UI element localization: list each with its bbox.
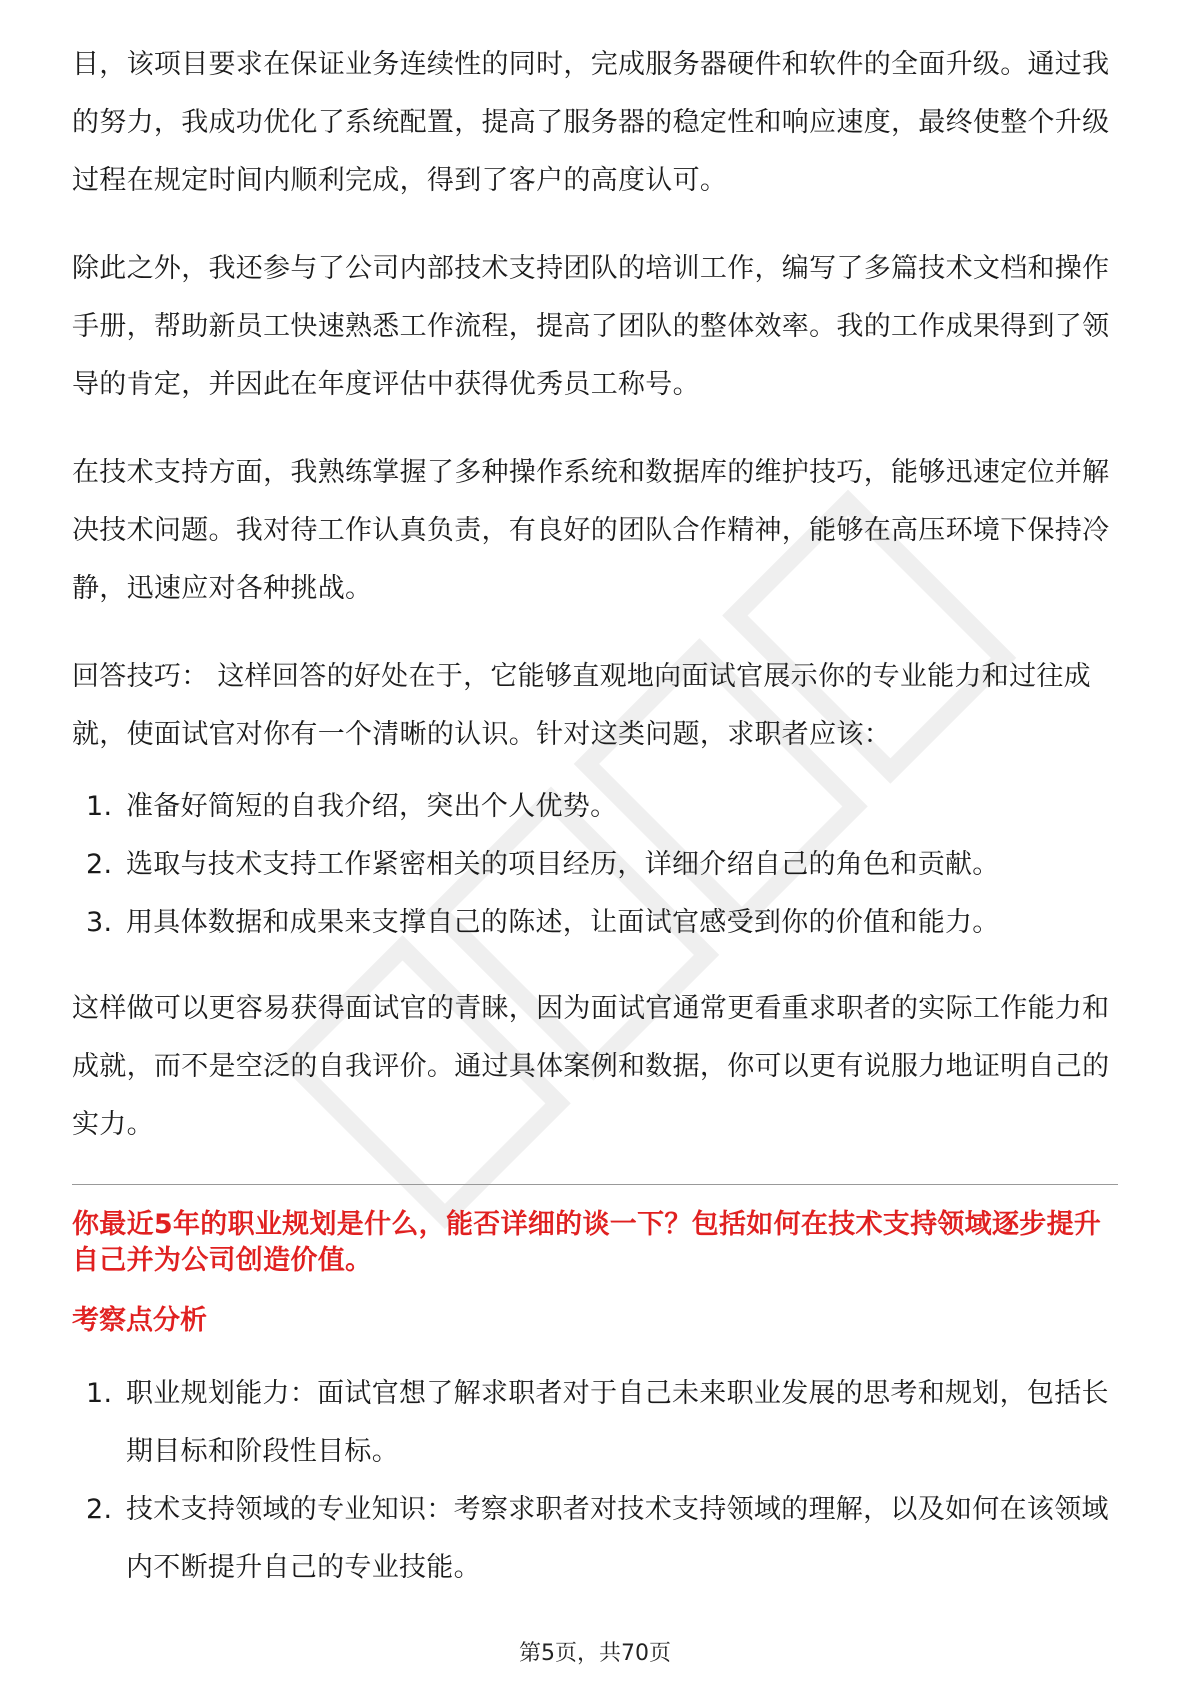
paragraph-training: 除此之外，我还参与了公司内部技术支持团队的培训工作，编写了多篇技术文档和操作手册，帮助新员工快速熟悉工作流程，提高了团队的整体效率。我的工作成果得到了领导的肯定，并因此在年度评估中获得优秀员工称号。 (72, 253, 1110, 400)
list-item: 1. 准备好简短的自我介绍，突出个人优势。 (86, 791, 618, 822)
paragraph-skills: 在技术支持方面，我熟练掌握了多种操作系统和数据库的维护技巧，能够迅速定位并解决技术问题。我对待工作认真负责，有良好的团队合作精神，能够在高压环境下保持冷静，迅速应对各种挑战。 (72, 457, 1110, 604)
tips-list (72, 778, 1118, 952)
list-item: 3. 用具体数据和成果来支撑自己的陈述，让面试官感受到你的价值和能力。 (86, 907, 1000, 938)
list-item: 2. 技术支持领域的专业知识：考察求职者对技术支持领域的理解，以及如何在该领域内不断提升自己的专业技能。 (86, 1494, 1109, 1583)
paragraph-closing: 这样做可以更容易获得面试官的青睐，因为面试官通常更看重求职者的实际工作能力和成就，而不是空泛的自我评价。通过具体案例和数据，你可以更有说服力地证明自己的实力。 (72, 993, 1110, 1140)
list-item: 1. 职业规划能力：面试官想了解求职者对于自己未来职业发展的思考和规划，包括长期目标和阶段性目标。 (86, 1378, 1109, 1467)
paragraph-answer-tips: 回答技巧： 这样回答的好处在于，它能够直观地向面试官展示你的专业能力和过往成就，使面试官对你有一个清晰的认识。针对这类问题，求职者应该： (72, 661, 1091, 750)
page-content (72, 36, 1118, 1625)
analysis-list (72, 1365, 1118, 1597)
paragraph-project: 目，该项目要求在保证业务连续性的同时，完成服务器硬件和软件的全面升级。通过我的努力，我成功优化了系统配置，提高了服务器的稳定性和响应速度，最终使整个升级过程在规定时间内顺利完成，得到了客户的高度认可。 (72, 49, 1110, 196)
page-footer: 第5页，共70页 (519, 1641, 671, 1666)
analysis-title: 考察点分析 (72, 1305, 207, 1336)
question-heading: 你最近5年的职业规划是什么，能否详细的谈一下？包括如何在技术支持领域逐步提升自己并为公司创造价值。 (72, 1209, 1102, 1276)
section-divider (72, 1184, 1118, 1185)
list-item: 2. 选取与技术支持工作紧密相关的项目经历，详细介绍自己的角色和贡献。 (86, 849, 1000, 880)
